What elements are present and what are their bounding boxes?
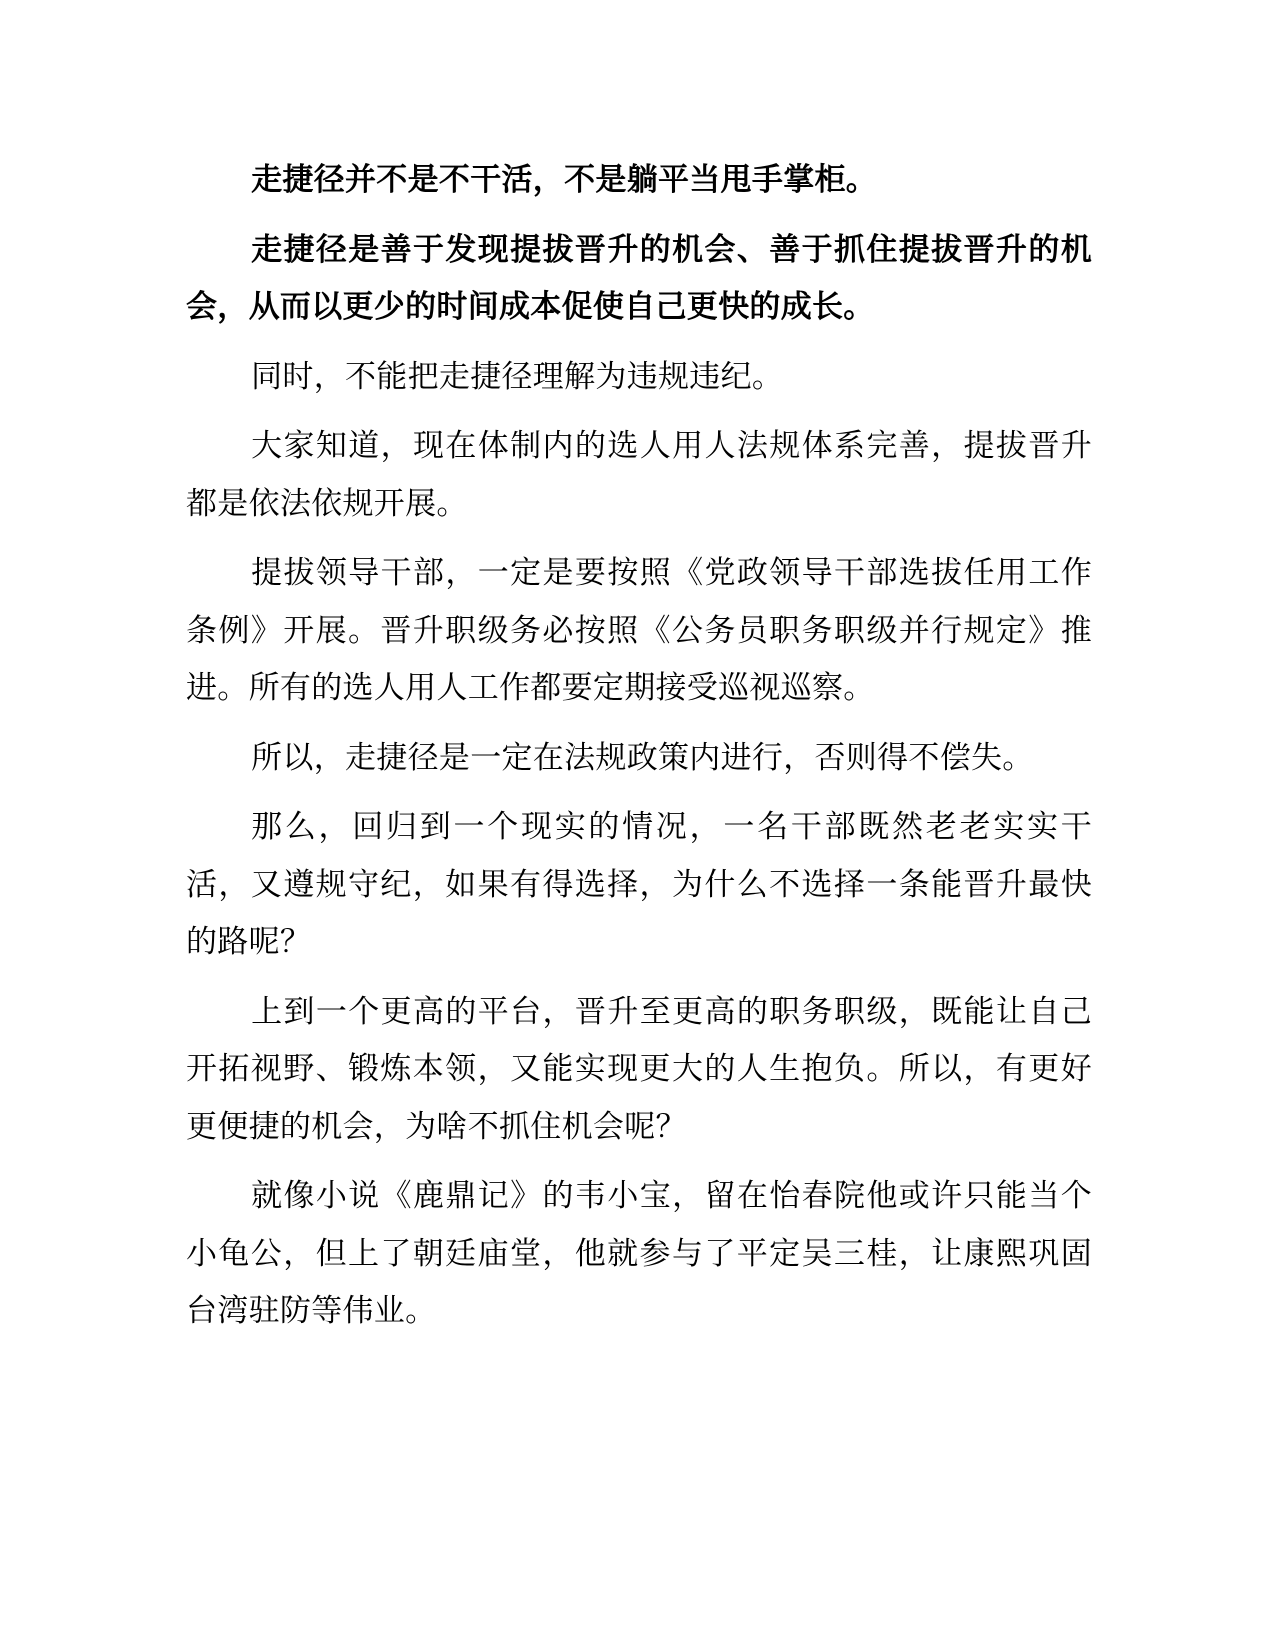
paragraph-7: 那么，回归到一个现实的情况，一名干部既然老老实实干活，又遵规守纪，如果有得选择，为什么不选择一条能晋升最快的路呢？ (186, 809, 1092, 960)
paragraph-9: 就像小说《鹿鼎记》的韦小宝，留在怡春院他或许只能当个小龟公，但上了朝廷庙堂，他就参与了平定吴三桂，让康熙巩固台湾驻防等伟业。 (186, 1178, 1092, 1329)
paragraph-4: 大家知道，现在体制内的选人用人法规体系完善，提拔晋升都是依法依规开展。 (186, 428, 1092, 522)
paragraph-5: 提拔领导干部，一定是要按照《党政领导干部选拔任用工作条例》开展。晋升职级务必按照《公务员职务职级并行规定》推进。所有的选人用人工作都要定期接受巡视巡察。 (186, 555, 1092, 706)
paragraph-1: 走捷径并不是不干活，不是躺平当甩手掌柜。 (251, 162, 878, 198)
document-body (186, 152, 1092, 1353)
paragraph-3: 同时，不能把走捷径理解为违规违纪。 (251, 358, 784, 395)
paragraph-2: 走捷径是善于发现提拔晋升的机会、善于抓住提拔晋升的机会，从而以更少的时间成本促使自己更快的成长。 (186, 231, 1092, 325)
paragraph-8: 上到一个更高的平台，晋升至更高的职务职级，既能让自己开拓视野、锻炼本领，又能实现更大的人生抱负。所以，有更好更便捷的机会，为啥不抓住机会呢？ (186, 993, 1092, 1145)
paragraph-6: 所以，走捷径是一定在法规政策内进行，否则得不偿失。 (251, 739, 1034, 776)
